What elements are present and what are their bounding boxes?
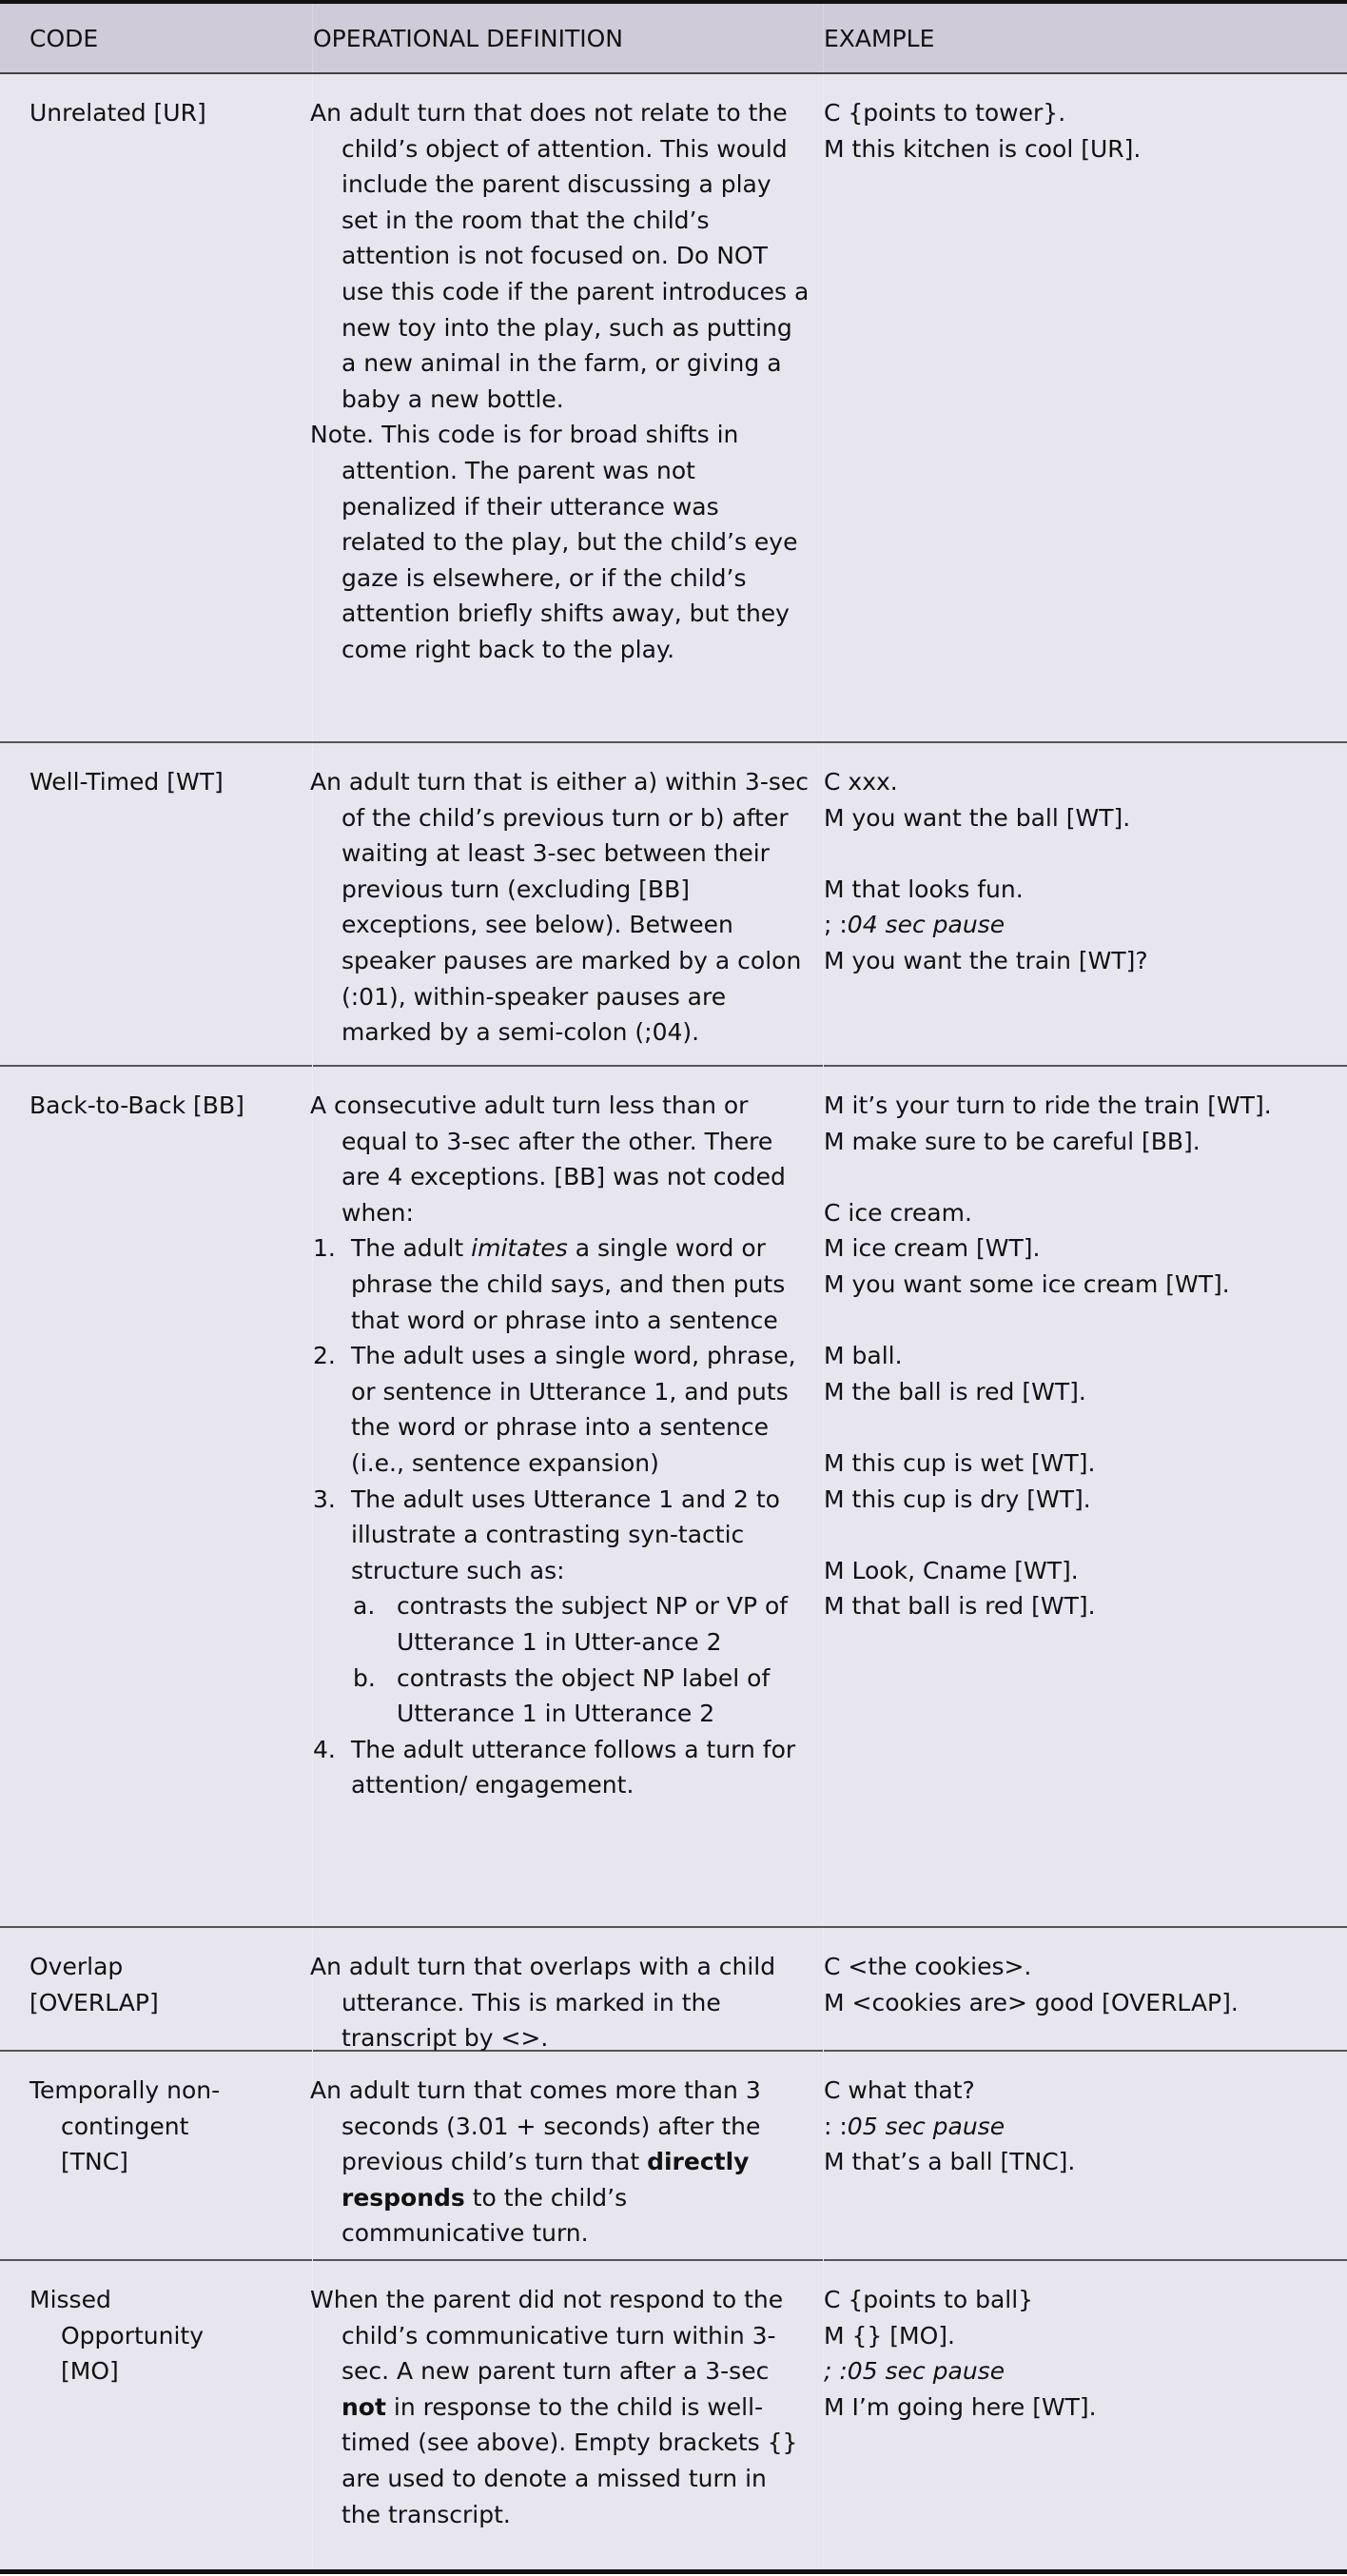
exception-item bbox=[313, 1338, 810, 1481]
code-label: Missed Opportunity [MO] bbox=[29, 2286, 205, 2386]
sub-item-letter: b. bbox=[353, 1663, 376, 1692]
item-emphasis: imitates bbox=[471, 1234, 568, 1263]
exception-item bbox=[313, 1230, 810, 1338]
example-line: M ball. bbox=[824, 1342, 903, 1370]
pause-prefix: ; : bbox=[824, 911, 848, 939]
example-line: M make sure to be careful [BB]. bbox=[824, 1127, 1201, 1155]
item-text: The adult uses a single word, phrase, or sentence in Utterance 1, and puts the word or phrase into a sentence (i.e., sentence expansion) bbox=[351, 1342, 796, 1477]
definition-text-part: An adult turn that comes more than 3 seconds (3.01 + seconds) after the previous child’s turn that bbox=[310, 2076, 761, 2176]
code-label: Temporally non-contingent [TNC] bbox=[29, 2076, 221, 2176]
example-line: M that ball is red [WT]. bbox=[824, 1592, 1096, 1621]
item-number: 2. bbox=[313, 1342, 336, 1370]
item-number: 4. bbox=[313, 1735, 336, 1763]
code-tag: [OVERLAP] bbox=[29, 1988, 159, 2016]
code-cell bbox=[0, 74, 312, 741]
example-line: M <cookies are> good [OVERLAP]. bbox=[824, 1988, 1239, 2016]
table-row-back-to-back bbox=[0, 1067, 1347, 1928]
item-text: The adult uses Utterance 1 and 2 to illustrate a contrasting syn-tactic structure such as: bbox=[351, 1485, 780, 1584]
item-text: The adult utterance follows a turn for attention/ engagement. bbox=[351, 1735, 796, 1799]
example-line: M {} [MO]. bbox=[824, 2321, 955, 2350]
table-header-row bbox=[0, 4, 1347, 74]
header-code: CODE bbox=[29, 25, 99, 52]
example-line: C what that? bbox=[824, 2076, 975, 2104]
pause-duration: ; :05 sec pause bbox=[824, 2357, 1005, 2386]
example-line: C ice cream. bbox=[824, 1198, 972, 1227]
table-row-overlap bbox=[0, 1928, 1347, 2052]
example-line: M you want the train [WT]? bbox=[824, 946, 1148, 974]
code-cell bbox=[0, 743, 312, 1073]
example-cell bbox=[823, 1067, 1347, 1926]
item-text: The adult bbox=[351, 1234, 472, 1263]
example-pause-line bbox=[824, 2353, 1339, 2389]
header-example: EXAMPLE bbox=[823, 4, 1347, 72]
definition-text: An adult turn that does not relate to the child’s object of attention. This would include the parent discussing a play set in the room that the child’s attention is not focused on. Do NOT use this code if the parent introduces a new toy into the play, such as putting a new animal in the farm, or giving a baby a new bottle. bbox=[310, 99, 810, 413]
pause-duration: 05 sec pause bbox=[847, 2112, 1005, 2140]
definition-text-part: When the parent did not respond to the child’s communicative turn within 3-sec. A new parent turn after a 3-sec bbox=[310, 2286, 784, 2386]
example-line: M that looks fun. bbox=[824, 875, 1024, 903]
example-line: M the ball is red [WT]. bbox=[824, 1377, 1086, 1406]
exception-item bbox=[313, 1482, 810, 1732]
definition-cell bbox=[312, 74, 823, 741]
header-definition: OPERATIONAL DEFINITION bbox=[312, 4, 823, 72]
exception-sublist bbox=[351, 1588, 810, 1731]
pause-prefix: : : bbox=[824, 2112, 848, 2140]
table-row-temporally-non-contingent bbox=[0, 2052, 1347, 2261]
exceptions-list bbox=[313, 1230, 810, 1803]
example-line: M this cup is dry [WT]. bbox=[824, 1485, 1091, 1513]
item-number: 3. bbox=[313, 1485, 336, 1513]
table-row-well-timed bbox=[0, 743, 1347, 1067]
exception-item bbox=[313, 1732, 810, 1803]
example-line: M ice cream [WT]. bbox=[824, 1234, 1041, 1263]
definition-text-part: in response to the child is well-timed (see above). Empty brackets {} are used to denote a missed turn in the transcript. bbox=[342, 2392, 798, 2528]
code-label: Well-Timed [WT] bbox=[29, 768, 224, 796]
definition-cell bbox=[312, 2261, 823, 2569]
example-line: M Look, Cname [WT]. bbox=[824, 1556, 1079, 1584]
sub-item-text: contrasts the subject NP or VP of Utterance 1 in Utter-ance 2 bbox=[397, 1592, 789, 1656]
definition-text bbox=[310, 2073, 810, 2252]
sub-item-letter: a. bbox=[353, 1592, 376, 1621]
definition-cell bbox=[312, 1067, 823, 1926]
example-line: M you want some ice cream [WT]. bbox=[824, 1269, 1230, 1298]
item-number: 1. bbox=[313, 1234, 336, 1263]
code-label: Unrelated [UR] bbox=[29, 99, 206, 127]
definition-text-part: to the child’s communicative turn. bbox=[342, 2183, 628, 2248]
example-cell bbox=[823, 74, 1347, 741]
example-line: M I’m going here [WT]. bbox=[824, 2392, 1097, 2421]
sub-item bbox=[353, 1661, 810, 1732]
example-line: C {points to tower}. bbox=[824, 99, 1066, 127]
example-line: C {points to ball} bbox=[824, 2286, 1034, 2313]
example-cell bbox=[823, 2261, 1347, 2569]
example-line: C <the cookies>. bbox=[824, 1953, 1032, 1980]
sub-item-text: contrasts the object NP label of Utterance 1 in Utterance 2 bbox=[397, 1663, 771, 1728]
example-line: M this cup is wet [WT]. bbox=[824, 1448, 1096, 1477]
example-line: M that’s a ball [TNC]. bbox=[824, 2148, 1076, 2176]
example-line: C xxx. bbox=[824, 768, 898, 796]
pause-duration: 04 sec pause bbox=[847, 911, 1005, 939]
code-cell bbox=[0, 2261, 312, 2569]
item-text: a single word or phrase the child says, and then puts that word or phrase into a sentence bbox=[351, 1234, 786, 1334]
definition-text: An adult turn that overlaps with a child utterance. This is marked in the transcript by <>. bbox=[310, 1953, 776, 2053]
code-label: Back-to-Back [BB] bbox=[29, 1091, 244, 1119]
example-cell bbox=[823, 2052, 1347, 2274]
definition-note: Note. This code is for broad shifts in attention. The parent was not penalized if their utterance was related to the play, but the child’s eye gaze is elsewhere, or if the child’s attention briefly shifts away, but they come right back to the play. bbox=[310, 421, 798, 663]
example-line: M it’s your turn to ride the train [WT]. bbox=[824, 1091, 1272, 1119]
code-cell bbox=[0, 1067, 312, 1926]
example-pause-line bbox=[824, 2109, 1339, 2145]
definition-text bbox=[310, 2282, 810, 2532]
code-label: Overlap bbox=[29, 1953, 124, 1980]
definition-emphasis: not bbox=[342, 2392, 386, 2421]
example-line: M this kitchen is cool [UR]. bbox=[824, 134, 1142, 163]
example-cell bbox=[823, 743, 1347, 1073]
table-row-unrelated bbox=[0, 74, 1347, 743]
example-pause-line bbox=[824, 907, 1339, 943]
definition-cell bbox=[312, 743, 823, 1073]
definition-intro: A consecutive adult turn less than or equal to 3-sec after the other. There are 4 exceptions. [BB] was not coded when: bbox=[310, 1091, 786, 1227]
sub-item bbox=[353, 1588, 810, 1660]
definition-text: An adult turn that is either a) within 3-sec of the child’s previous turn or b) after waiting at least 3-sec between their previous turn (excluding [BB] exceptions, see below). Between speaker pauses are marked by a colon (:01), within-speaker pauses are marked by a semi-colon (;04). bbox=[310, 768, 809, 1047]
table-row-missed-opportunity bbox=[0, 2261, 1347, 2574]
example-line: M you want the ball [WT]. bbox=[824, 803, 1131, 832]
definition-cell bbox=[312, 2052, 823, 2274]
code-cell bbox=[0, 2052, 312, 2274]
definition-emphasis: directly responds bbox=[342, 2148, 750, 2212]
